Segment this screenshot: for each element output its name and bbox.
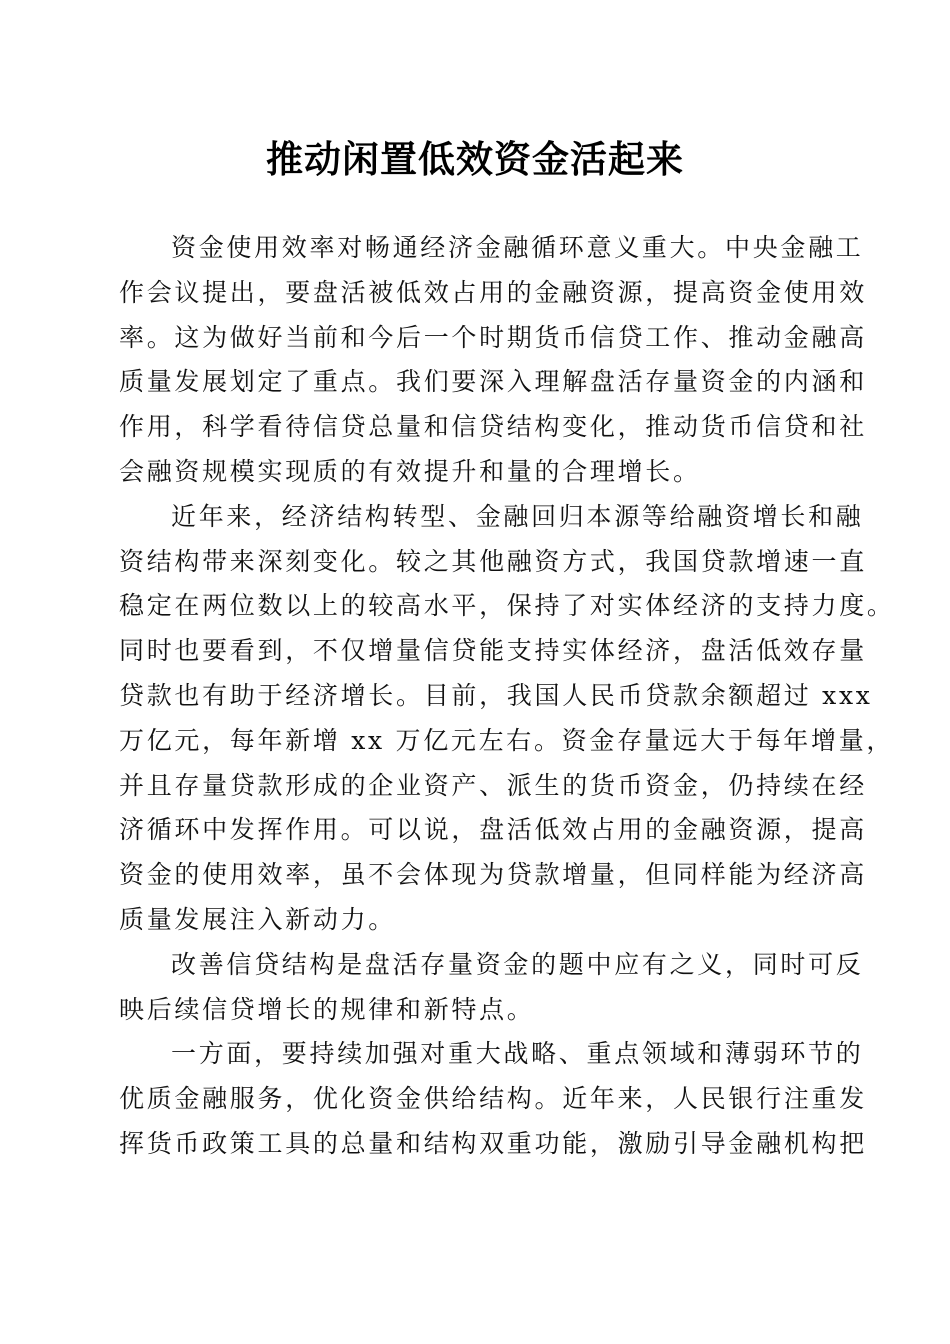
text-line: 会融资规模实现质的有效提升和量的合理增长。 xyxy=(119,456,701,486)
text-line: 资结构带来深刻变化。较之其他融资方式，我国贷款增速一直 xyxy=(119,546,867,576)
text-line: 万亿元，每年新增 xx 万亿元左右。资金存量远大于每年增量， xyxy=(119,725,895,755)
text-line: 稳定在两位数以上的较高水平，保持了对实体经济的支持力度。 xyxy=(119,591,895,621)
document-title: 推动闲置低效资金活起来 xyxy=(266,137,684,181)
text-line: 映后续信贷增长的规律和新特点。 xyxy=(119,994,535,1024)
text-line: 资金使用效率对畅通经济金融循环意义重大。中央金融工 xyxy=(171,233,864,262)
text-line: 同时也要看到，不仅增量信贷能支持实体经济，盘活低效存量 xyxy=(119,636,867,666)
text-line: 一方面，要持续加强对重大战略、重点领域和薄弱环节的 xyxy=(171,1039,864,1069)
paragraph-4 xyxy=(119,1032,867,1166)
paragraph-2 xyxy=(119,495,895,943)
text-line: 作会议提出，要盘活被低效占用的金融资源，提高资金使用效 xyxy=(119,277,867,307)
text-line: 资金的使用效率，虽不会体现为贷款增量，但同样能为经济高 xyxy=(119,860,867,890)
text-line: 并且存量贷款形成的企业资产、派生的货币资金，仍持续在经 xyxy=(119,770,867,800)
paragraph-3 xyxy=(119,943,864,1033)
text-line: 贷款也有助于经济增长。目前，我国人民币贷款余额超过 xxx xyxy=(119,680,873,710)
text-line: 近年来，经济结构转型、金融回归本源等给融资增长和融 xyxy=(171,501,864,531)
paragraph-1 xyxy=(119,226,867,495)
text-line: 优质金融服务，优化资金供给结构。近年来，人民银行注重发 xyxy=(119,1084,867,1114)
text-line: 率。这为做好当前和今后一个时期货币信贷工作、推动金融高 xyxy=(119,322,867,352)
text-line: 改善信贷结构是盘活存量资金的题中应有之义，同时可反 xyxy=(171,949,864,979)
document-body xyxy=(119,226,895,1167)
text-line: 作用，科学看待信贷总量和信贷结构变化，推动货币信贷和社 xyxy=(119,412,867,442)
text-line: 挥货币政策工具的总量和结构双重功能，激励引导金融机构把 xyxy=(119,1128,867,1158)
text-line: 济循环中发挥作用。可以说，盘活低效占用的金融资源，提高 xyxy=(119,815,867,845)
text-line: 质量发展注入新动力。 xyxy=(119,904,397,934)
text-line: 质量发展划定了重点。我们要深入理解盘活存量资金的内涵和 xyxy=(119,367,867,397)
